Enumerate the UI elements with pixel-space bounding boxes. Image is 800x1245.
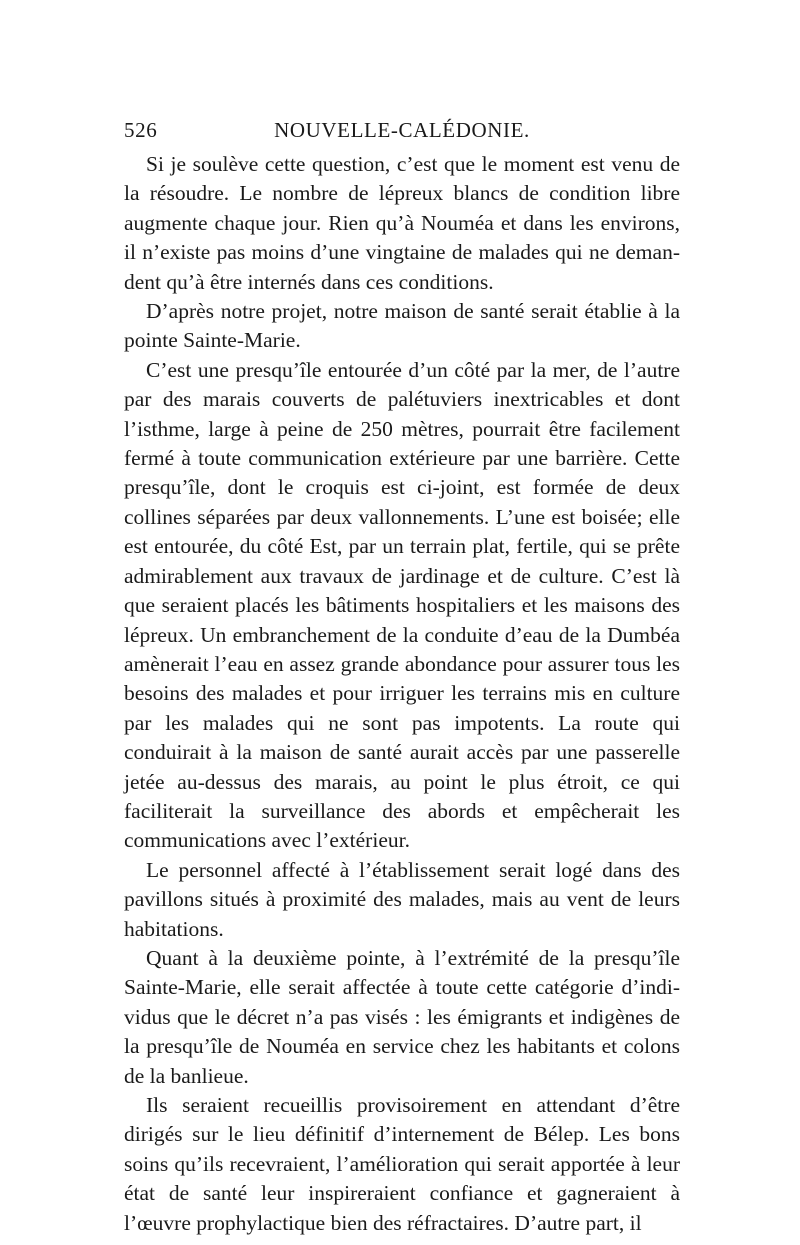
paragraph: C’est une presqu’île entourée d’un côté par la mer, de l’autre par des marais couverts de palétuviers inextricables et dont l’isthme, large à peine de 250 mètres, pourrait être facilement fermé à toute communication extérieure par une barrière. Cette presqu’île, dont le croquis est ci-joint, est formée de deux collines séparées par deux vallonnements. L’une est boisée; elle est entourée, du côté Est, par un terrain plat, fertile, qui se prête admirablement aux travaux de jardinage et de culture. C’est là que seraient placés les bâtiments hospitaliers et les maisons des lépreux. Un embranchement de la conduite d’eau de la Dumbéa amènerait l’eau en assez grande abondance pour assurer tous les besoins des malades et pour irriguer les terrains mis en culture par les malades qui ne sont pas impotents. La route qui conduirait à la maison de santé aurait accès par une passerelle jetée au-dessus des marais, au point le plus étroit, ce qui faciliterait la surveillance des abords et empêcherait les communications avec l’extérieur. [124,357,680,853]
page-number: 526 [124,118,158,142]
paragraph: Si je soulève cette question, c’est que le moment est venu de la résoudre. Le nombre de lépreux blancs de condition libre augmente chaque jour. Rien qu’à Nouméa et dans les environs, il n’existe pas moins d’une vingtaine de malades qui ne demandent qu’à être internés dans ces conditions. [124,152,680,294]
paragraph: Le personnel affecté à l’établissement serait logé dans des pavillons situés à proximité des malades, mais au vent de leurs habitations. [124,857,680,941]
paragraph: D’après notre projet, notre maison de santé serait établie à la pointe Sainte-Marie. [124,299,680,353]
body-text [124,150,680,1238]
running-head [124,118,680,148]
paragraph: Quant à la deuxième pointe, à l’extrémité de la presqu’île Sainte-Marie, elle serait affectée à toute cette catégorie d’individus que le décret n’a pas visés : les émigrants et indigènes de la presqu’île de Nouméa en service chez les habitants et colons de la banlieue. [124,945,680,1088]
running-title: NOUVELLE-CALÉDONIE. [274,118,530,142]
paragraph: Ils seraient recueillis provisoirement en attendant d’être dirigés sur le lieu définitif d’internement de Bélep. Les bons soins qu’ils recevraient, l’amélioration qui serait apportée à leur état de santé leur inspireraient confiance et gagneraient à l’œuvre prophylactique bien des réfractaires. D’autre part, il [124,1093,680,1235]
